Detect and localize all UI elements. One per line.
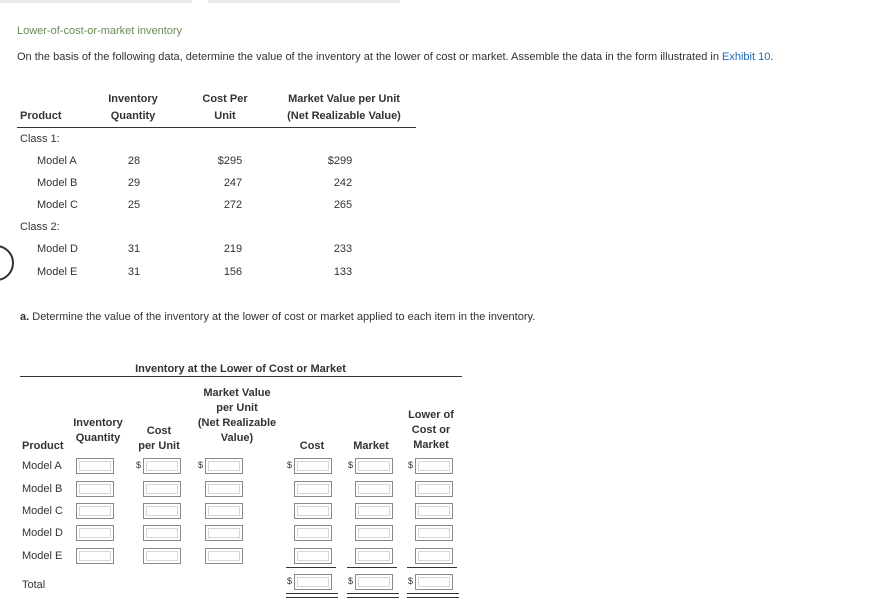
- quantity-input[interactable]: [76, 548, 114, 564]
- data-row-market: $299: [327, 155, 353, 167]
- intro-text: On the basis of the following data, determine the value of the inventory at the lower of cost or market. Assemble the data in the form illustrated in Exhibit 10.: [17, 51, 774, 63]
- tab-strip-right: [208, 0, 400, 3]
- market-per-unit-input[interactable]: [205, 525, 243, 541]
- data-row-product: Model D: [37, 243, 78, 255]
- lcm-input[interactable]: [415, 458, 453, 474]
- dollar-sign: $: [348, 576, 354, 586]
- data-row-cost: 156: [223, 266, 243, 278]
- subtotal-rule: [286, 567, 336, 568]
- quantity-input[interactable]: [76, 503, 114, 519]
- data-header-market: Market Value per Unit (Net Realizable Value): [287, 93, 401, 122]
- tab-strip-left: [0, 0, 192, 3]
- total-double-rule: [286, 593, 338, 598]
- answer-table-title: Inventory at the Lower of Cost or Market: [135, 363, 346, 375]
- answer-header-mv: Market Value per Unit (Net Realizable Value): [197, 387, 277, 444]
- market-input[interactable]: [355, 525, 393, 541]
- answer-row-product: Model E: [22, 550, 63, 562]
- data-row-qty: 28: [127, 155, 141, 167]
- total-cost-input[interactable]: [294, 574, 332, 590]
- data-row-qty: 25: [127, 199, 141, 211]
- input-inner: [79, 506, 111, 516]
- input-inner: [146, 506, 178, 516]
- input-inner: [79, 484, 111, 494]
- input-inner: [297, 461, 329, 471]
- answer-row-product: Model B: [22, 483, 63, 495]
- exhibit-link[interactable]: Exhibit 10: [722, 51, 771, 63]
- input-inner: [418, 577, 450, 587]
- input-inner: [146, 551, 178, 561]
- input-inner: [297, 484, 329, 494]
- input-inner: [79, 528, 111, 538]
- cost-per-unit-input[interactable]: [143, 503, 181, 519]
- answer-row-product: Model A: [22, 460, 62, 472]
- dollar-sign: $: [287, 460, 293, 470]
- input-inner: [146, 484, 178, 494]
- dollar-sign: $: [408, 460, 414, 470]
- data-header-product: Product: [20, 110, 62, 122]
- answer-header-cost: Cost: [299, 440, 325, 452]
- lcm-input[interactable]: [415, 503, 453, 519]
- data-header-qty: Inventory Quantity: [108, 93, 158, 122]
- answer-header-lcm: Lower of Cost or Market: [408, 409, 454, 451]
- input-inner: [79, 461, 111, 471]
- class2-label: Class 2:: [20, 221, 60, 233]
- total-market-input[interactable]: [355, 574, 393, 590]
- input-inner: [358, 551, 390, 561]
- side-arrow-icon[interactable]: [0, 245, 14, 281]
- input-inner: [208, 551, 240, 561]
- data-header-rule: [17, 127, 416, 128]
- market-per-unit-input[interactable]: [205, 481, 243, 497]
- input-inner: [358, 577, 390, 587]
- lcm-input[interactable]: [415, 525, 453, 541]
- answer-header-market: Market: [353, 440, 389, 452]
- data-row-market: 265: [333, 199, 353, 211]
- dollar-sign: $: [348, 460, 354, 470]
- answer-header-cpu: Cost per Unit: [138, 425, 180, 452]
- question-a: a. Determine the value of the inventory at the lower of cost or market applied to each item in the inventory.: [20, 311, 536, 323]
- input-inner: [297, 506, 329, 516]
- input-inner: [297, 577, 329, 587]
- cost-per-unit-input[interactable]: [143, 525, 181, 541]
- cost-per-unit-input[interactable]: [143, 548, 181, 564]
- data-row-product: Model C: [37, 199, 78, 211]
- input-inner: [146, 461, 178, 471]
- input-inner: [418, 528, 450, 538]
- cost-input[interactable]: [294, 525, 332, 541]
- answer-title-rule: [20, 376, 462, 377]
- data-row-cost: 272: [223, 199, 243, 211]
- cost-input[interactable]: [294, 481, 332, 497]
- input-inner: [208, 506, 240, 516]
- input-inner: [146, 528, 178, 538]
- input-inner: [358, 528, 390, 538]
- input-inner: [418, 551, 450, 561]
- answer-header-qty: Inventory Quantity: [73, 417, 123, 444]
- cost-input[interactable]: [294, 548, 332, 564]
- lcm-input[interactable]: [415, 481, 453, 497]
- data-row-qty: 31: [127, 266, 141, 278]
- data-row-product: Model E: [37, 266, 78, 278]
- input-inner: [358, 461, 390, 471]
- cost-input[interactable]: [294, 458, 332, 474]
- input-inner: [208, 484, 240, 494]
- answer-row-product: Model C: [22, 505, 63, 517]
- dollar-sign: $: [136, 460, 142, 470]
- market-input[interactable]: [355, 481, 393, 497]
- data-row-qty: 31: [127, 243, 141, 255]
- input-inner: [297, 528, 329, 538]
- data-row-cost: $295: [217, 155, 243, 167]
- data-row-cost: 247: [223, 177, 243, 189]
- cost-per-unit-input[interactable]: [143, 458, 181, 474]
- data-row-cost: 219: [223, 243, 243, 255]
- quantity-input[interactable]: [76, 458, 114, 474]
- input-inner: [418, 461, 450, 471]
- class1-label: Class 1:: [20, 133, 60, 145]
- data-row-market: 133: [333, 266, 353, 278]
- page-title: Lower-of-cost-or-market inventory: [17, 25, 183, 37]
- input-inner: [79, 551, 111, 561]
- input-inner: [358, 506, 390, 516]
- market-per-unit-input[interactable]: [205, 548, 243, 564]
- market-input[interactable]: [355, 548, 393, 564]
- answer-row-product: Model D: [22, 527, 63, 539]
- total-double-rule: [407, 593, 459, 598]
- data-row-market: 233: [333, 243, 353, 255]
- total-label: Total: [22, 579, 46, 591]
- quantity-input[interactable]: [76, 525, 114, 541]
- total-lcm-input[interactable]: [415, 574, 453, 590]
- input-inner: [418, 484, 450, 494]
- subtotal-rule: [407, 567, 457, 568]
- data-row-product: Model A: [37, 155, 77, 167]
- market-per-unit-input[interactable]: [205, 458, 243, 474]
- input-inner: [297, 551, 329, 561]
- quantity-input[interactable]: [76, 481, 114, 497]
- total-double-rule: [347, 593, 399, 598]
- dollar-sign: $: [408, 576, 414, 586]
- data-row-market: 242: [333, 177, 353, 189]
- lcm-input[interactable]: [415, 548, 453, 564]
- market-per-unit-input[interactable]: [205, 503, 243, 519]
- cost-per-unit-input[interactable]: [143, 481, 181, 497]
- cost-input[interactable]: [294, 503, 332, 519]
- data-row-qty: 29: [127, 177, 141, 189]
- dollar-sign: $: [198, 460, 204, 470]
- input-inner: [208, 528, 240, 538]
- subtotal-rule: [347, 567, 397, 568]
- data-header-cost: Cost Per Unit: [202, 93, 248, 122]
- dollar-sign: $: [287, 576, 293, 586]
- market-input[interactable]: [355, 503, 393, 519]
- market-input[interactable]: [355, 458, 393, 474]
- input-inner: [358, 484, 390, 494]
- input-inner: [418, 506, 450, 516]
- data-row-product: Model B: [37, 177, 78, 189]
- answer-header-product: Product: [22, 440, 64, 452]
- input-inner: [208, 461, 240, 471]
